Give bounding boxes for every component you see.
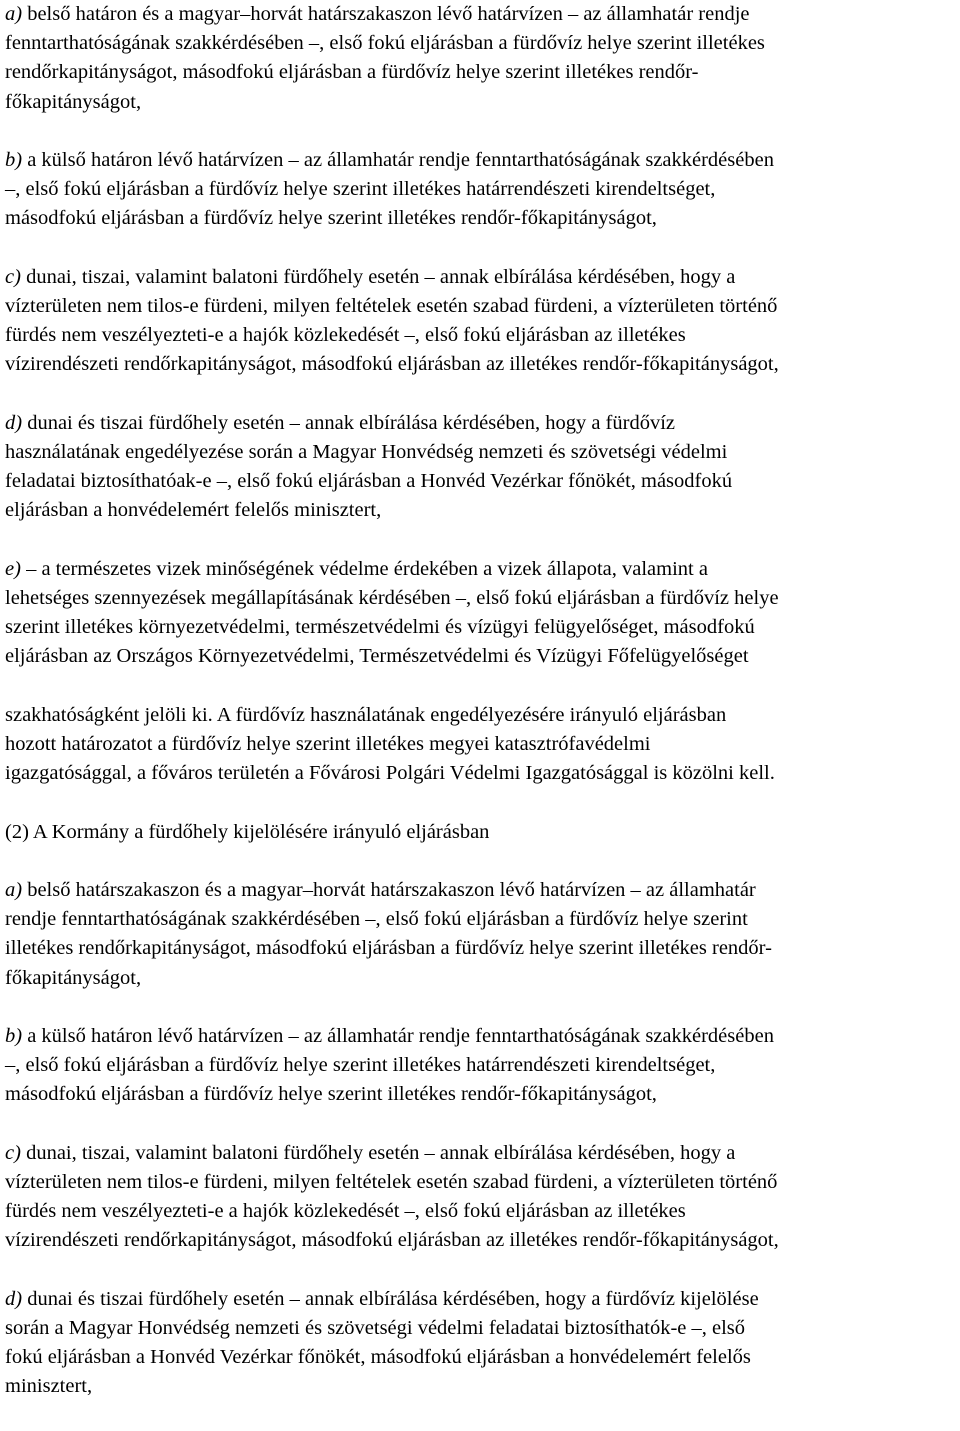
item-2c [5, 1139, 960, 1256]
item-line: feladatai biztosíthatóak-e –, első fokú eljárásban a Honvéd Vezérkar főnökét, másodfokú [5, 470, 733, 493]
item-line: rendje fenntarthatóságának szakkérdésében –, első fokú eljárásban a fürdővíz helye szerint [5, 908, 748, 931]
item-line: b) a külső határon lévő határvízen – az államhatár rendje fenntarthatóságának szakkérdésében [5, 149, 774, 171]
item-letter: a) [5, 3, 23, 25]
item-line: e) – a természetes vizek minőségének védelme érdekében a vizek állapota, valamint a [5, 557, 708, 580]
item-line: a) belső határon és a magyar–horvát határszakaszon lévő határvízen – az államhatár rendje [5, 3, 750, 25]
item-line: a) belső határszakaszon és a magyar–horvát határszakaszon lévő határvízen – az államhatár [5, 878, 756, 901]
item-line: fenntarthatóságának szakkérdésében –, első fokú eljárásban a fürdővíz helye szerint illetékes [5, 32, 765, 55]
item-line: b) a külső határon lévő határvízen – az államhatár rendje fenntarthatóságának szakkérdésében [5, 1024, 774, 1047]
item-1d [5, 409, 960, 526]
closing-line: szakhatóságként jelöli ki. A fürdővíz használatának engedélyezésére irányuló eljárásban [5, 703, 727, 726]
item-line: vízterületen nem tilos-e fürdeni, milyen feltételek esetén szabad fürdeni, a vízterületen történő [5, 295, 778, 317]
item-line: másodfokú eljárásban a fürdővíz helye szerint illetékes rendőr-főkapitányságot, [5, 1083, 657, 1106]
item-2d [5, 1285, 960, 1402]
item-letter: d) [5, 1287, 23, 1310]
item-1e [5, 555, 960, 672]
item-line: –, első fokú eljárásban a fürdővíz helye szerint illetékes határrendészeti kirendeltséget, [5, 178, 716, 201]
item-2a [5, 876, 960, 993]
item-line: d) dunai és tiszai fürdőhely esetén – annak elbírálása kérdésében, hogy a fürdővíz [5, 411, 675, 434]
item-line: minisztert, [5, 1375, 93, 1398]
item-line: lehetséges szennyezések megállapításának kérdésében –, első fokú eljárásban a fürdővíz helye [5, 587, 779, 609]
item-letter: b) [5, 149, 23, 171]
closing-line: hozott határozatot a fürdővíz helye szerint illetékes megyei katasztrófavédelmi [5, 733, 651, 755]
item-line: vízirendészeti rendőrkapitányságot, másodfokú eljárásban az illetékes rendőr-főkapitányságot, [5, 1229, 779, 1252]
item-letter: b) [5, 1024, 23, 1047]
section-2-heading [5, 818, 960, 847]
closing-line: igazgatósággal, a főváros területén a Fővárosi Polgári Védelmi Igazgatósággal is közölni kell. [5, 762, 775, 785]
closing-paragraph [5, 701, 960, 789]
item-line: –, első fokú eljárásban a fürdővíz helye szerint illetékes határrendészeti kirendeltséget, [5, 1054, 716, 1077]
item-letter: e) [5, 557, 21, 580]
item-1b [5, 146, 960, 234]
document-page [5, 0, 960, 1431]
item-letter: c) [5, 1141, 21, 1164]
item-line: c) dunai, tiszai, valamint balatoni fürdőhely esetén – annak elbírálása kérdésében, hogy a [5, 1141, 736, 1164]
item-line: eljárásban az Országos Környezetvédelmi, Természetvédelmi és Vízügyi Főfelügyelőséget [5, 645, 749, 668]
item-letter: a) [5, 878, 23, 901]
item-letter: d) [5, 411, 23, 434]
heading-line: (2) A Kormány a fürdőhely kijelölésére irányuló eljárásban [5, 820, 490, 843]
item-2b [5, 1022, 960, 1110]
item-line: fürdés nem veszélyezteti-e a hajók közlekedését –, első fokú eljárásban az illetékes [5, 1200, 686, 1223]
item-line: rendőrkapitányságot, másodfokú eljárásban a fürdővíz helye szerint illetékes rendőr- [5, 61, 699, 84]
item-1c [5, 263, 960, 380]
item-line: d) dunai és tiszai fürdőhely esetén – annak elbírálása kérdésében, hogy a fürdővíz kijelölése [5, 1287, 759, 1310]
item-line: főkapitányságot, [5, 966, 142, 989]
item-line: szerint illetékes környezetvédelmi, természetvédelmi és vízügyi felügyelőséget, másodfokú [5, 616, 755, 639]
item-line: illetékes rendőrkapitányságot, másodfokú eljárásban a fürdővíz helye szerint illetékes rendőr- [5, 937, 772, 960]
item-line: vízirendészeti rendőrkapitányságot, másodfokú eljárásban az illetékes rendőr-főkapitányságot, [5, 353, 779, 376]
item-line: c) dunai, tiszai, valamint balatoni fürdőhely esetén – annak elbírálása kérdésében, hogy a [5, 265, 736, 288]
item-line: során a Magyar Honvédség nemzeti és szövetségi védelmi feladatai biztosíthatók-e –, első [5, 1316, 746, 1339]
item-line: eljárásban a honvédelemért felelős minisztert, [5, 499, 382, 522]
item-letter: c) [5, 265, 21, 288]
item-line: vízterületen nem tilos-e fürdeni, milyen feltételek esetén szabad fürdeni, a vízterületen történő [5, 1170, 778, 1193]
item-line: másodfokú eljárásban a fürdővíz helye szerint illetékes rendőr-főkapitányságot, [5, 207, 657, 230]
item-1a [5, 0, 960, 117]
item-line: használatának engedélyezése során a Magyar Honvédség nemzeti és szövetségi védelmi [5, 441, 728, 463]
item-line: fürdés nem veszélyezteti-e a hajók közlekedését –, első fokú eljárásban az illetékes [5, 324, 686, 347]
item-line: fokú eljárásban a Honvéd Vezérkar főnökét, másodfokú eljárásban a honvédelemért felelős [5, 1346, 751, 1369]
item-line: főkapitányságot, [5, 90, 142, 113]
